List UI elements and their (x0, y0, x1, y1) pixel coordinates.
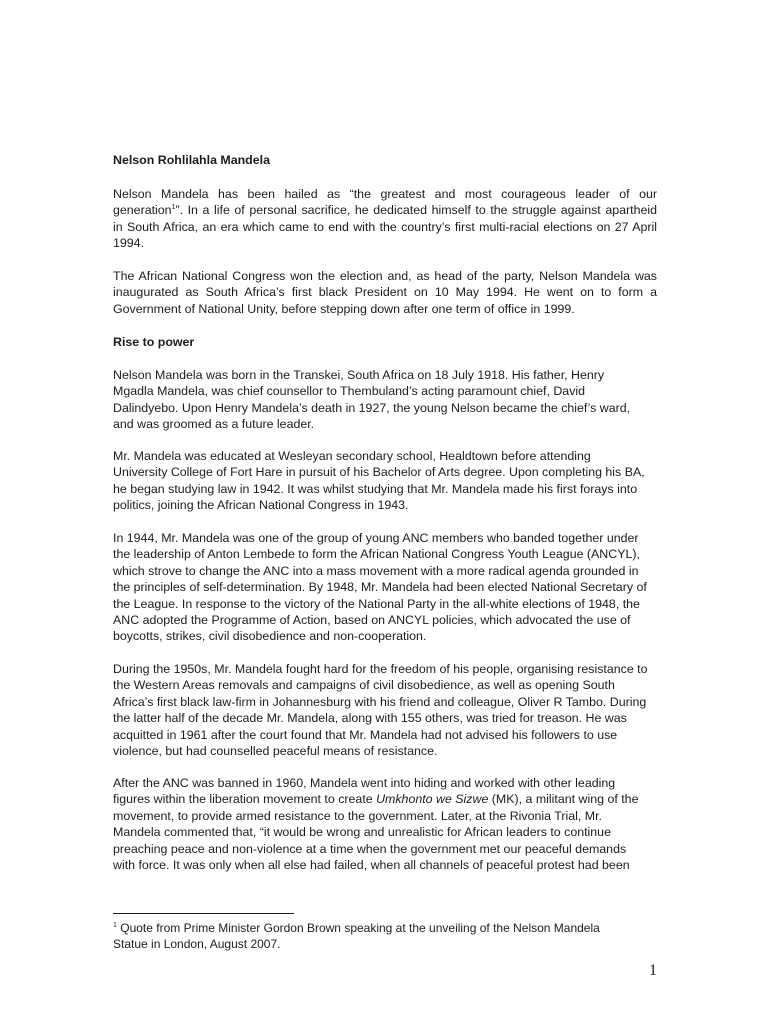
line-text: Quote from Prime Minister Gordon Brown speaking at the unveiling of the Nelson Mandela (116, 921, 600, 935)
paragraph-line: preaching peace and non-violence at a time when the government met our peaceful demands (113, 841, 627, 856)
line-text: figures within the liberation movement to create (113, 792, 377, 807)
paragraph-line (113, 202, 657, 218)
paragraph-line: he began studying law in 1942. It was whilst studying that Mr. Mandela made his first forays into (113, 481, 638, 496)
ancyl-paragraph (113, 530, 657, 645)
line-text: generation (113, 203, 172, 218)
paragraph-line: acquitted in 1961 after the court found that Mr. Mandela had not advised his followers to use (113, 727, 618, 742)
paragraph-line: The African National Congress won the election and, as head of the party, Nelson Mandela was (113, 269, 657, 283)
paragraph-line: the latter half of the decade Mr. Mandela, along with 155 others, was tried for treason. He was (113, 711, 627, 726)
paragraph-line: Dalindyebo. Upon Henry Mandela’s death in 1927, the young Nelson became the chief’s ward, (113, 400, 631, 415)
paragraph-line (113, 791, 657, 807)
paragraph-line: Nelson Mandela was born in the Transkei, South Africa on 18 July 1918. His father, Henry (113, 368, 605, 382)
paragraph-line: the principles of self-determination. By 1948, Mr. Mandela had been elected National Secretary of (113, 580, 647, 595)
line-text: (MK), a militant wing of the (488, 792, 639, 807)
page-number: 1 (649, 962, 657, 979)
paragraph-line: Government of National Unity, before stepping down after one term of office in 1999. (113, 301, 575, 316)
fifties-paragraph (113, 661, 657, 759)
paragraph-line: In 1944, Mr. Mandela was one of the group of young ANC members who banded together under (113, 531, 639, 545)
paragraph-line: violence, but had counselled peaceful means of resistance. (113, 744, 438, 759)
footnote (113, 920, 657, 952)
footnote-reference: 1 (171, 204, 176, 212)
footnote-line: Statue in London, August 2007. (113, 937, 281, 951)
paragraph-line: Mandela commented that, “it would be wrong and unrealistic for African leaders to continue (113, 825, 611, 840)
document-title: Nelson Rohlilahla Mandela (113, 153, 270, 167)
intro-paragraph (113, 186, 657, 252)
education-paragraph (113, 448, 657, 514)
paragraph-line: the Western Areas removals and campaigns of civil disobedience, as well as opening South (113, 678, 615, 693)
footnote-divider (113, 913, 294, 914)
line-text: ”. In a life of personal sacrifice, he dedicated himself to the struggle against apartheid (175, 203, 657, 218)
paragraph-line: Nelson Mandela has been hailed as “the greatest and most courageous leader of our (113, 187, 657, 201)
anc-banned-paragraph (113, 775, 657, 873)
paragraph-line: boycotts, strikes, civil disobedience and non-cooperation. (113, 629, 427, 644)
paragraph-line: ANC adopted the Programme of Action, based on ANCYL policies, which advocated the use of (113, 613, 631, 628)
paragraph-line: with force. It was only when all else had failed, when all channels of peaceful protest had been (113, 858, 630, 873)
paragraph-line: 1994. (113, 236, 145, 251)
paragraph-line: University College of Fort Hare in pursuit of his Bachelor of Arts degree. Upon completing his BA, (113, 465, 645, 480)
section-heading: Rise to power (113, 335, 195, 349)
italic-name: Umkhonto we Sizwe (376, 792, 489, 807)
paragraph-line: the leadership of Anton Lembede to form the African National Congress Youth League (ANCYL), (113, 547, 640, 562)
footnote-marker: 1 (113, 922, 117, 929)
paragraph-line: Mr. Mandela was educated at Wesleyan secondary school, Healdtown before attending (113, 449, 591, 463)
paragraph-line: in South Africa, an era which came to end with the country’s first multi-racial elections on 27 April (113, 219, 657, 234)
paragraph-line: inaugurated as South Africa’s first black President on 10 May 1994. He went on to form a (113, 285, 657, 300)
birth-paragraph (113, 367, 657, 433)
footnote-line (113, 920, 657, 936)
paragraph-line: Mgadla Mandela, was chief counsellor to Thembuland’s acting paramount chief, David (113, 384, 586, 399)
anc-election-paragraph (113, 268, 657, 317)
paragraph-line: During the 1950s, Mr. Mandela fought hard for the freedom of his people, organising resistance to (113, 662, 648, 676)
paragraph-line: and was groomed as a future leader. (113, 417, 315, 432)
paragraph-line: which strove to change the ANC into a mass movement with a more radical agenda grounded in (113, 563, 639, 578)
paragraph-line: the League. In response to the victory of the National Party in the all-white elections of 1948, the (113, 596, 640, 611)
paragraph-line: politics, joining the African National Congress in 1943. (113, 498, 409, 513)
paragraph-line: Africa’s first black law-firm in Johannesburg with his friend and colleague, Oliver R Tambo. During (113, 694, 647, 709)
paragraph-line: movement, to provide armed resistance to the government. Later, at the Rivonia Trial, Mr. (113, 808, 602, 823)
paragraph-line: After the ANC was banned in 1960, Mandela went into hiding and worked with other leading (113, 776, 616, 790)
